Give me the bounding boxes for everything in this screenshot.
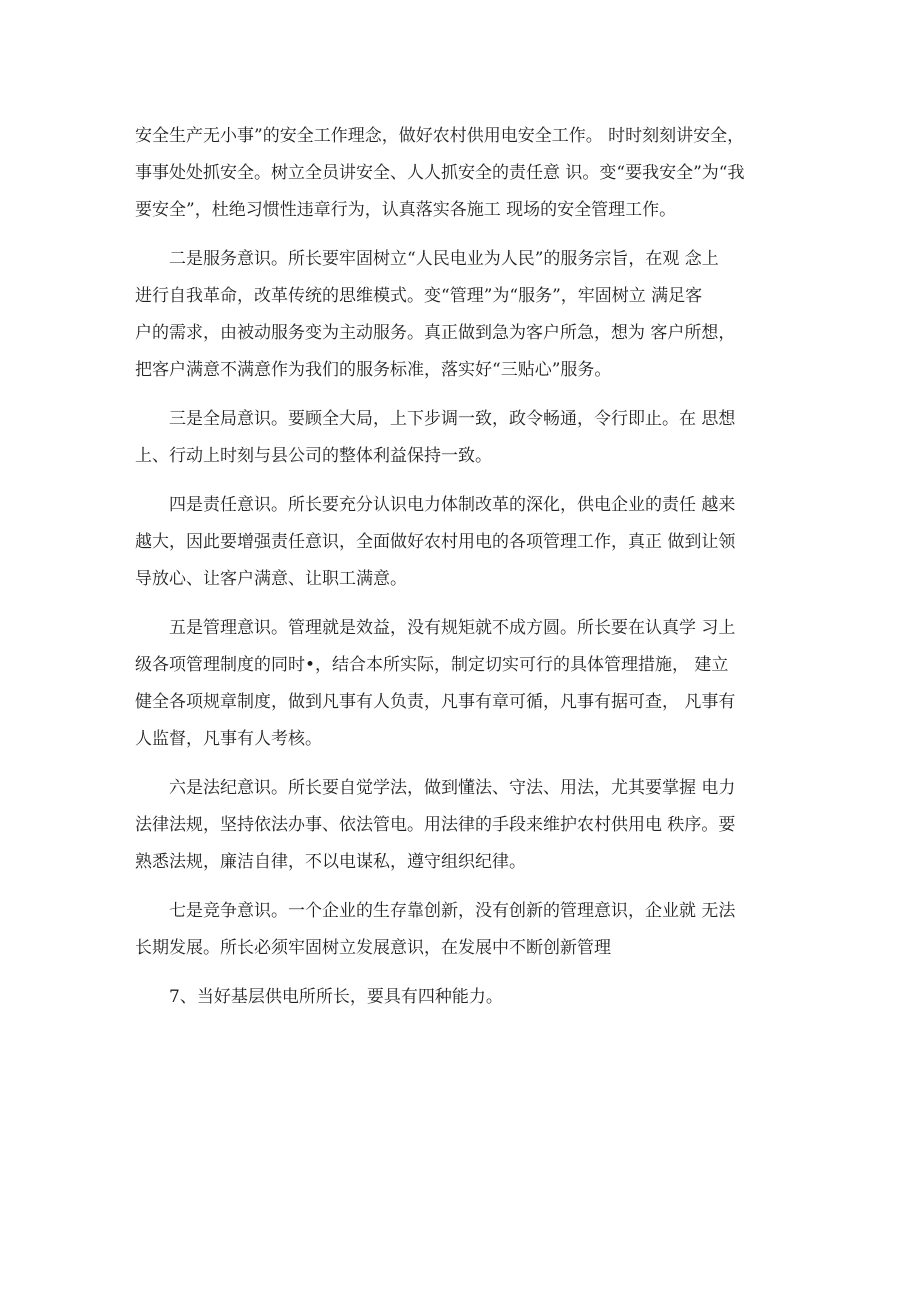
text-line: 进行自我革命，改革传统的思维模式。变“管理”为“服务”，牢固树立 满足客: [135, 286, 703, 306]
paragraph-responsibility-awareness: [135, 487, 785, 598]
text-line: 人监督，凡事有人考核。: [135, 729, 322, 749]
text-line: 安全生产无小事”的安全工作理念，做好农村供用电安全工作。 时时刻刻讲安全，: [135, 126, 745, 146]
text-line: 户的需求，由被动服务变为主动服务。真正做到急为客户所急，想为 客户所想，: [135, 323, 736, 343]
text-line: 要安全”，杜绝习惯性违章行为，认真落实各施工 现场的安全管理工作。: [135, 200, 677, 220]
paragraph-legal-awareness: [135, 770, 785, 881]
section-heading-four-abilities: [135, 979, 785, 1016]
text-line: 长期发展。所长必须牢固树立发展意识，在发展中不断创新管理: [135, 938, 611, 958]
text-line: 四是责任意识。所长要充分认识电力体制改革的深化，供电企业的责任 越来: [169, 495, 736, 515]
paragraph-safety-continued: [135, 118, 785, 229]
text-line: 级各项管理制度的同时•，结合本所实际，制定切实可行的具体管理措施， 建立: [135, 655, 729, 675]
text-line: 事事处处抓安全。树立全员讲安全、人人抓安全的责任意 识。变“要我安全”为“我: [135, 163, 745, 183]
text-line: 六是法纪意识。所长要自觉学法，做到懂法、守法、用法，尤其要掌握 电力: [169, 778, 736, 798]
text-line: 五是管理意识。管理就是效益，没有规矩就不成方圆。所长要在认真学 习上: [169, 618, 736, 638]
section-heading: 7、当好基层供电所所长，要具有四种能力。: [169, 987, 503, 1007]
text-line: 法律法规，坚持依法办事、依法管电。用法律的手段来维护农村供用电 秩序。要: [135, 815, 736, 835]
text-line: 健全各项规章制度，做到凡事有人负责，凡事有章可循，凡事有据可查， 凡事有: [135, 692, 736, 712]
text-line: 越大，因此要增强责任意识，全面做好农村用电的各项管理工作，真正 做到让领: [135, 532, 736, 552]
paragraph-management-awareness: [135, 610, 785, 758]
text-line: 把客户满意不满意作为我们的服务标准，落实好“三贴心”服务。: [135, 360, 612, 380]
text-line: 二是服务意识。所长要牢固树立“人民电业为人民”的服务宗旨，在观 念上: [169, 249, 719, 269]
paragraph-overall-awareness: [135, 401, 785, 475]
paragraph-competition-awareness: [135, 893, 785, 967]
text-line: 三是全局意识。要顾全大局，上下步调一致，政令畅通，令行即止。在 思想: [169, 409, 736, 429]
text-line: 熟悉法规，廉洁自律，不以电谋私，遵守组织纪律。: [135, 852, 526, 872]
document-body: [135, 118, 785, 1016]
text-line: 导放心、让客户满意、让职工满意。: [135, 569, 407, 589]
text-line: 上、行动上时刻与县公司的整体利益保持一致。: [135, 446, 492, 466]
paragraph-service-awareness: [135, 241, 785, 389]
text-line: 七是竞争意识。一个企业的生存靠创新，没有创新的管理意识，企业就 无法: [169, 901, 736, 921]
